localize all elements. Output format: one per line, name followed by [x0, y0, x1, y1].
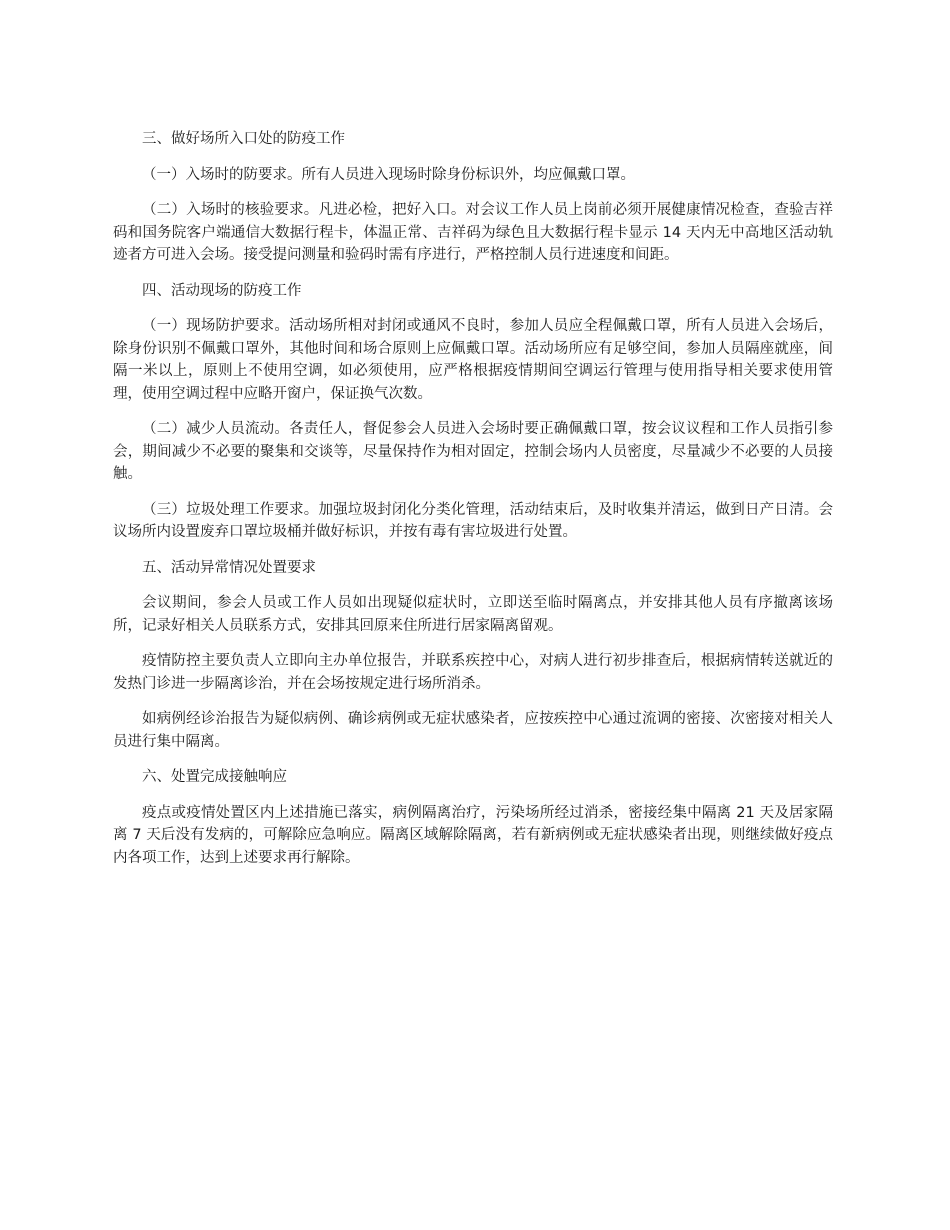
paragraph: （一）现场防护要求。活动场所相对封闭或通风不良时，参加人员应全程佩戴口罩，所有人员进入会场后，除身份识别不佩戴口罩外，其他时间和场合原则上应佩戴口罩。活动场所应有足够空间，参加人员隔座就座，间隔一米以上，原则上不使用空调，如必须使用，应严格根据疫情期间空调运行管理与使用指导相关要求使用管理，使用空调过程中应略开窗户，保证换气次数。	[113, 318, 833, 402]
paragraph: 如病例经诊治报告为疑似病例、确诊病例或无症状感染者，应按疾控中心通过流调的密接、次密接对相关人员进行集中隔离。	[113, 711, 833, 750]
section-heading-6: 六、处置完成接触响应	[142, 769, 287, 785]
section-heading-4: 四、活动现场的防疫工作	[142, 282, 302, 299]
section-heading-3: 三、做好场所入口处的防疫工作	[142, 131, 345, 147]
paragraph: 疫点或疫情处置区内上述措施已落实，病例隔离治疗，污染场所经过消杀，密接经集中隔离 21 天及居家隔离 7 天后没有发病的，可解除应急响应。隔离区域解除隔离，若有新病例或无症状感染者出现，则继续做好疫点内各项工作，达到上述要求再行解除。	[113, 804, 833, 866]
document-body	[113, 128, 833, 882]
section-heading-5: 五、活动异常情况处置要求	[142, 559, 316, 576]
paragraph: 会议期间，参会人员或工作人员如出现疑似症状时，立即送至临时隔离点，并安排其他人员有序撤离该场所，记录好相关人员联系方式，安排其回原来住所进行居家隔离留观。	[113, 595, 833, 634]
paragraph: （二）减少人员流动。各责任人，督促参会人员进入会场时要正确佩戴口罩，按会议议程和工作人员指引参会，期间减少不必要的聚集和交谈等，尽量保持作为相对固定，控制会场内人员密度，尽量减少不必要的人员接触。	[113, 421, 833, 482]
paragraph: （一）入场时的防要求。所有人员进入现场时除身份标识外，均应佩戴口罩。	[142, 166, 635, 183]
paragraph: （三）垃圾处理工作要求。加强垃圾封闭化分类化管理，活动结束后，及时收集并清运，做到日产日清。会议场所内设置废弃口罩垃圾桶并做好标识，并按有毒有害垃圾进行处置。	[113, 501, 833, 540]
paragraph: （二）入场时的核验要求。凡进必检，把好入口。对会议工作人员上岗前必须开展健康情况检查，查验吉祥码和国务院客户端通信大数据行程卡，体温正常、吉祥码为绿色且大数据行程卡显示 14 天内无中高地区活动轨迹者方可进入会场。接受提问测量和验码时需有序进行，严格控制人员行进速度和间距。	[113, 202, 833, 263]
paragraph: 疫情防控主要负责人立即向主办单位报告，并联系疾控中心，对病人进行初步排查后，根据病情转送就近的发热门诊进一步隔离诊治，并在会场按规定进行场所消杀。	[113, 653, 833, 692]
